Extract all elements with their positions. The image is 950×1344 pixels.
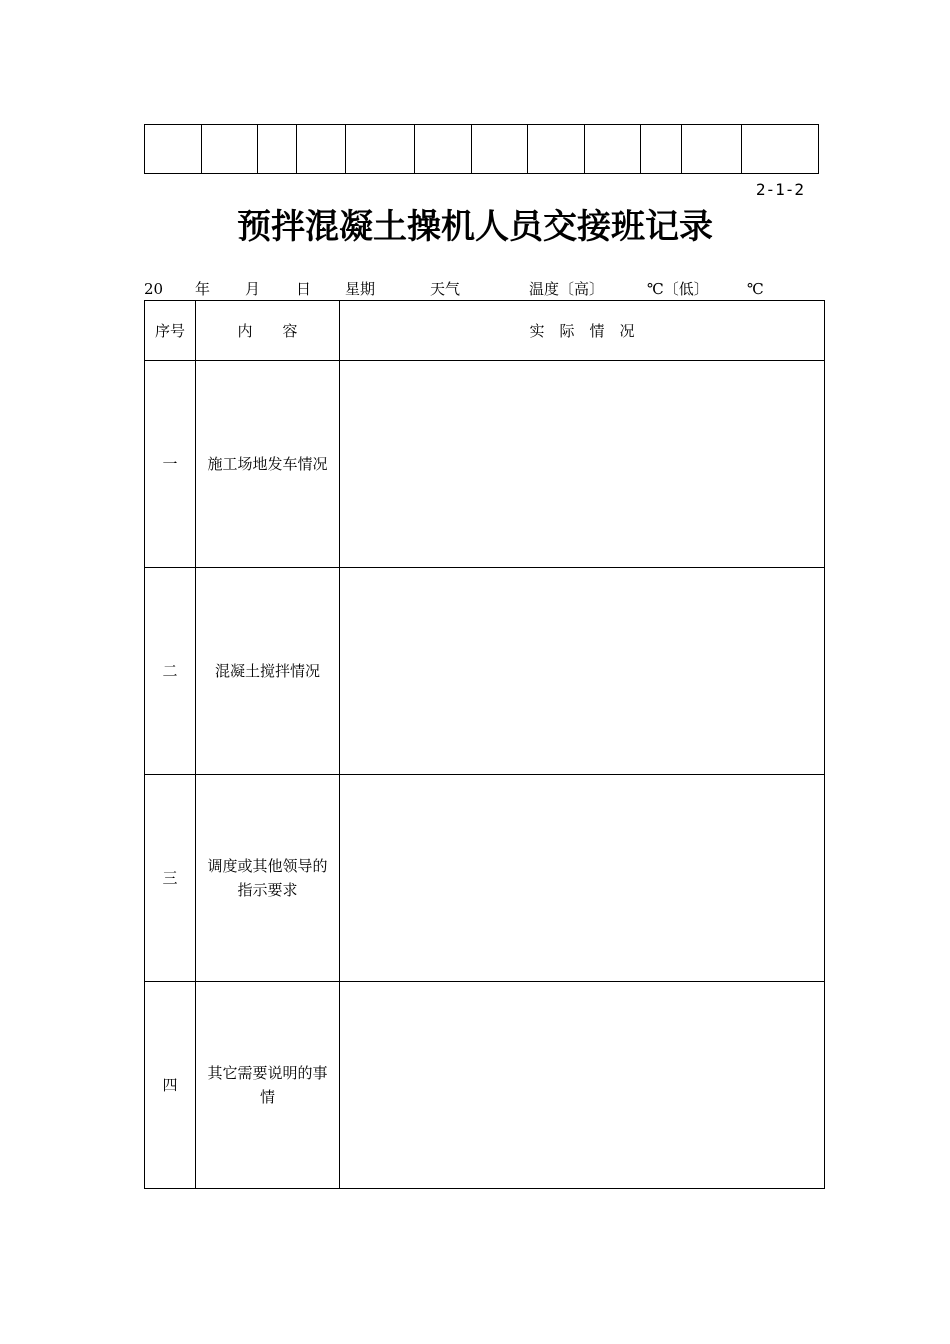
grid-cell	[145, 125, 202, 174]
row-index: 三	[145, 775, 196, 982]
celsius-unit: ℃	[747, 280, 764, 298]
document-title: 预拌混凝土操机人员交接班记录	[237, 207, 713, 247]
grid-cell	[585, 125, 641, 174]
grid-cell	[682, 125, 742, 174]
table-row	[145, 568, 825, 775]
row-index: 二	[145, 568, 196, 775]
grid-cell	[346, 125, 415, 174]
header-blank-grid	[144, 124, 819, 174]
header-index: 序号	[145, 301, 196, 361]
header-content: 内 容	[196, 301, 340, 361]
grid-cell	[202, 125, 258, 174]
grid-cell	[472, 125, 528, 174]
table-header-row	[145, 301, 825, 361]
row-index: 一	[145, 361, 196, 568]
grid-cell	[258, 125, 297, 174]
row-content: 施工场地发车情况	[196, 361, 340, 568]
table-row	[145, 775, 825, 982]
row-actual-entry[interactable]	[340, 361, 825, 568]
weekday-label: 星期	[345, 280, 376, 298]
row-actual-entry[interactable]	[340, 982, 825, 1189]
table-row	[145, 361, 825, 568]
handover-record-table	[144, 300, 825, 1189]
month-label: 月	[245, 280, 261, 298]
grid-cell	[415, 125, 472, 174]
grid-cell	[641, 125, 682, 174]
grid-cell	[297, 125, 346, 174]
grid-cell	[528, 125, 585, 174]
day-label: 日	[296, 280, 312, 298]
row-actual-entry[interactable]	[340, 568, 825, 775]
row-content: 混凝土搅拌情况	[196, 568, 340, 775]
temp-high-label: 温度〔高〕	[529, 280, 605, 298]
grid-cell	[742, 125, 819, 174]
table-row	[145, 982, 825, 1189]
temp-low-label: ℃〔低〕	[647, 280, 709, 298]
header-actual: 实 际 情 况	[340, 301, 825, 361]
year-label: 年	[195, 280, 211, 298]
year-prefix: 20	[144, 280, 164, 298]
row-content: 调度或其他领导的指示要求	[196, 775, 340, 982]
weather-label: 天气	[430, 280, 461, 298]
row-content: 其它需要说明的事情	[196, 982, 340, 1189]
row-actual-entry[interactable]	[340, 775, 825, 982]
form-code: 2-1-2	[755, 180, 804, 199]
row-index: 四	[145, 982, 196, 1189]
